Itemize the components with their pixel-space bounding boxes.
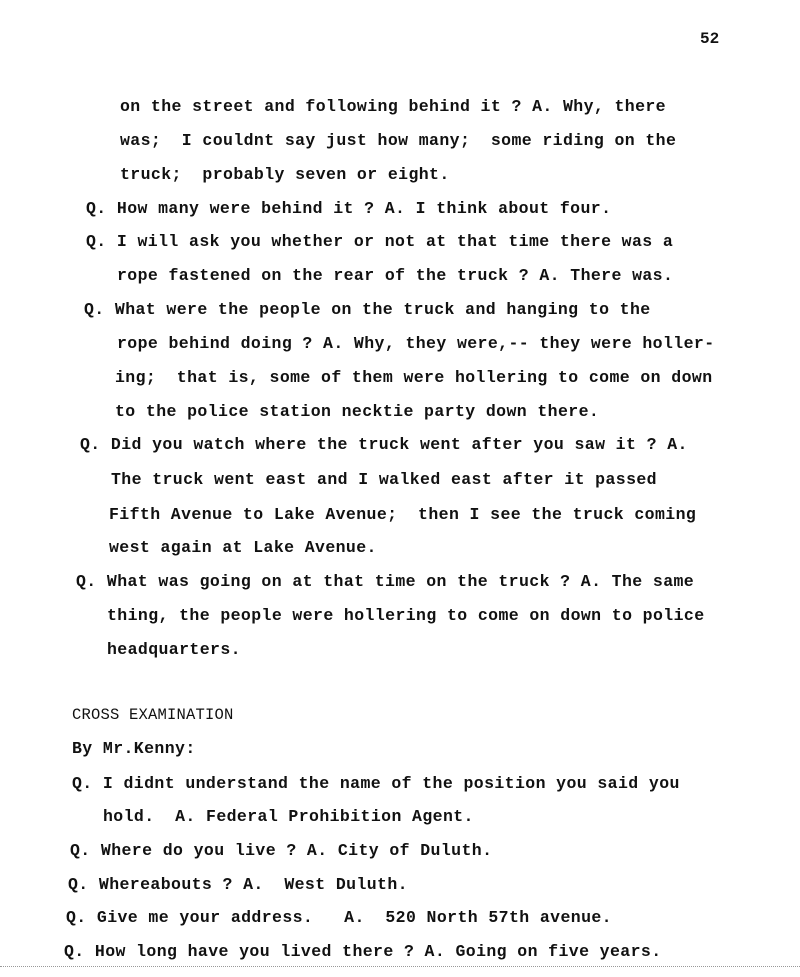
transcript-line: was; I couldnt say just how many; some riding on the bbox=[120, 131, 677, 150]
transcript-line: thing, the people were hollering to come on down to police bbox=[107, 606, 705, 625]
transcript-line: to the police station necktie party down there. bbox=[115, 402, 600, 421]
section-heading: CROSS EXAMINATION bbox=[72, 706, 234, 724]
transcript-line: Q. Did you watch where the truck went after you saw it ? A. bbox=[80, 435, 688, 454]
transcript-line: Q. Where do you live ? A. City of Duluth. bbox=[70, 841, 493, 860]
transcript-line: on the street and following behind it ? A. Why, there bbox=[120, 97, 666, 116]
transcript-line: truck; probably seven or eight. bbox=[120, 165, 450, 184]
bottom-dotted-rule bbox=[0, 966, 800, 967]
page-number: 52 bbox=[700, 30, 720, 48]
transcript-line: ing; that is, some of them were hollering to come on down bbox=[115, 368, 713, 387]
transcript-line: Q. What was going on at that time on the truck ? A. The same bbox=[76, 572, 695, 591]
transcript-line: hold. A. Federal Prohibition Agent. bbox=[103, 807, 474, 826]
transcript-line: Q. What were the people on the truck and hanging to the bbox=[84, 300, 651, 319]
transcript-line: The truck went east and I walked east after it passed bbox=[111, 470, 657, 489]
transcript-line: Q. I didnt understand the name of the position you said you bbox=[72, 774, 680, 793]
transcript-line: west again at Lake Avenue. bbox=[109, 538, 377, 557]
transcript-line: rope fastened on the rear of the truck ? A. There was. bbox=[117, 266, 674, 285]
transcript-line: By Mr.Kenny: bbox=[72, 739, 196, 758]
transcript-line: headquarters. bbox=[107, 640, 241, 659]
transcript-line: Q. How long have you lived there ? A. Going on five years. bbox=[64, 942, 662, 961]
transcript-line: Q. Whereabouts ? A. West Duluth. bbox=[68, 875, 408, 894]
transcript-line: Q. I will ask you whether or not at that time there was a bbox=[86, 232, 674, 251]
transcript-line: rope behind doing ? A. Why, they were,-- they were holler- bbox=[117, 334, 715, 353]
transcript-line: Q. Give me your address. A. 520 North 57th avenue. bbox=[66, 908, 612, 927]
transcript-line: Fifth Avenue to Lake Avenue; then I see the truck coming bbox=[109, 505, 697, 524]
transcript-line: Q. How many were behind it ? A. I think about four. bbox=[86, 199, 612, 218]
